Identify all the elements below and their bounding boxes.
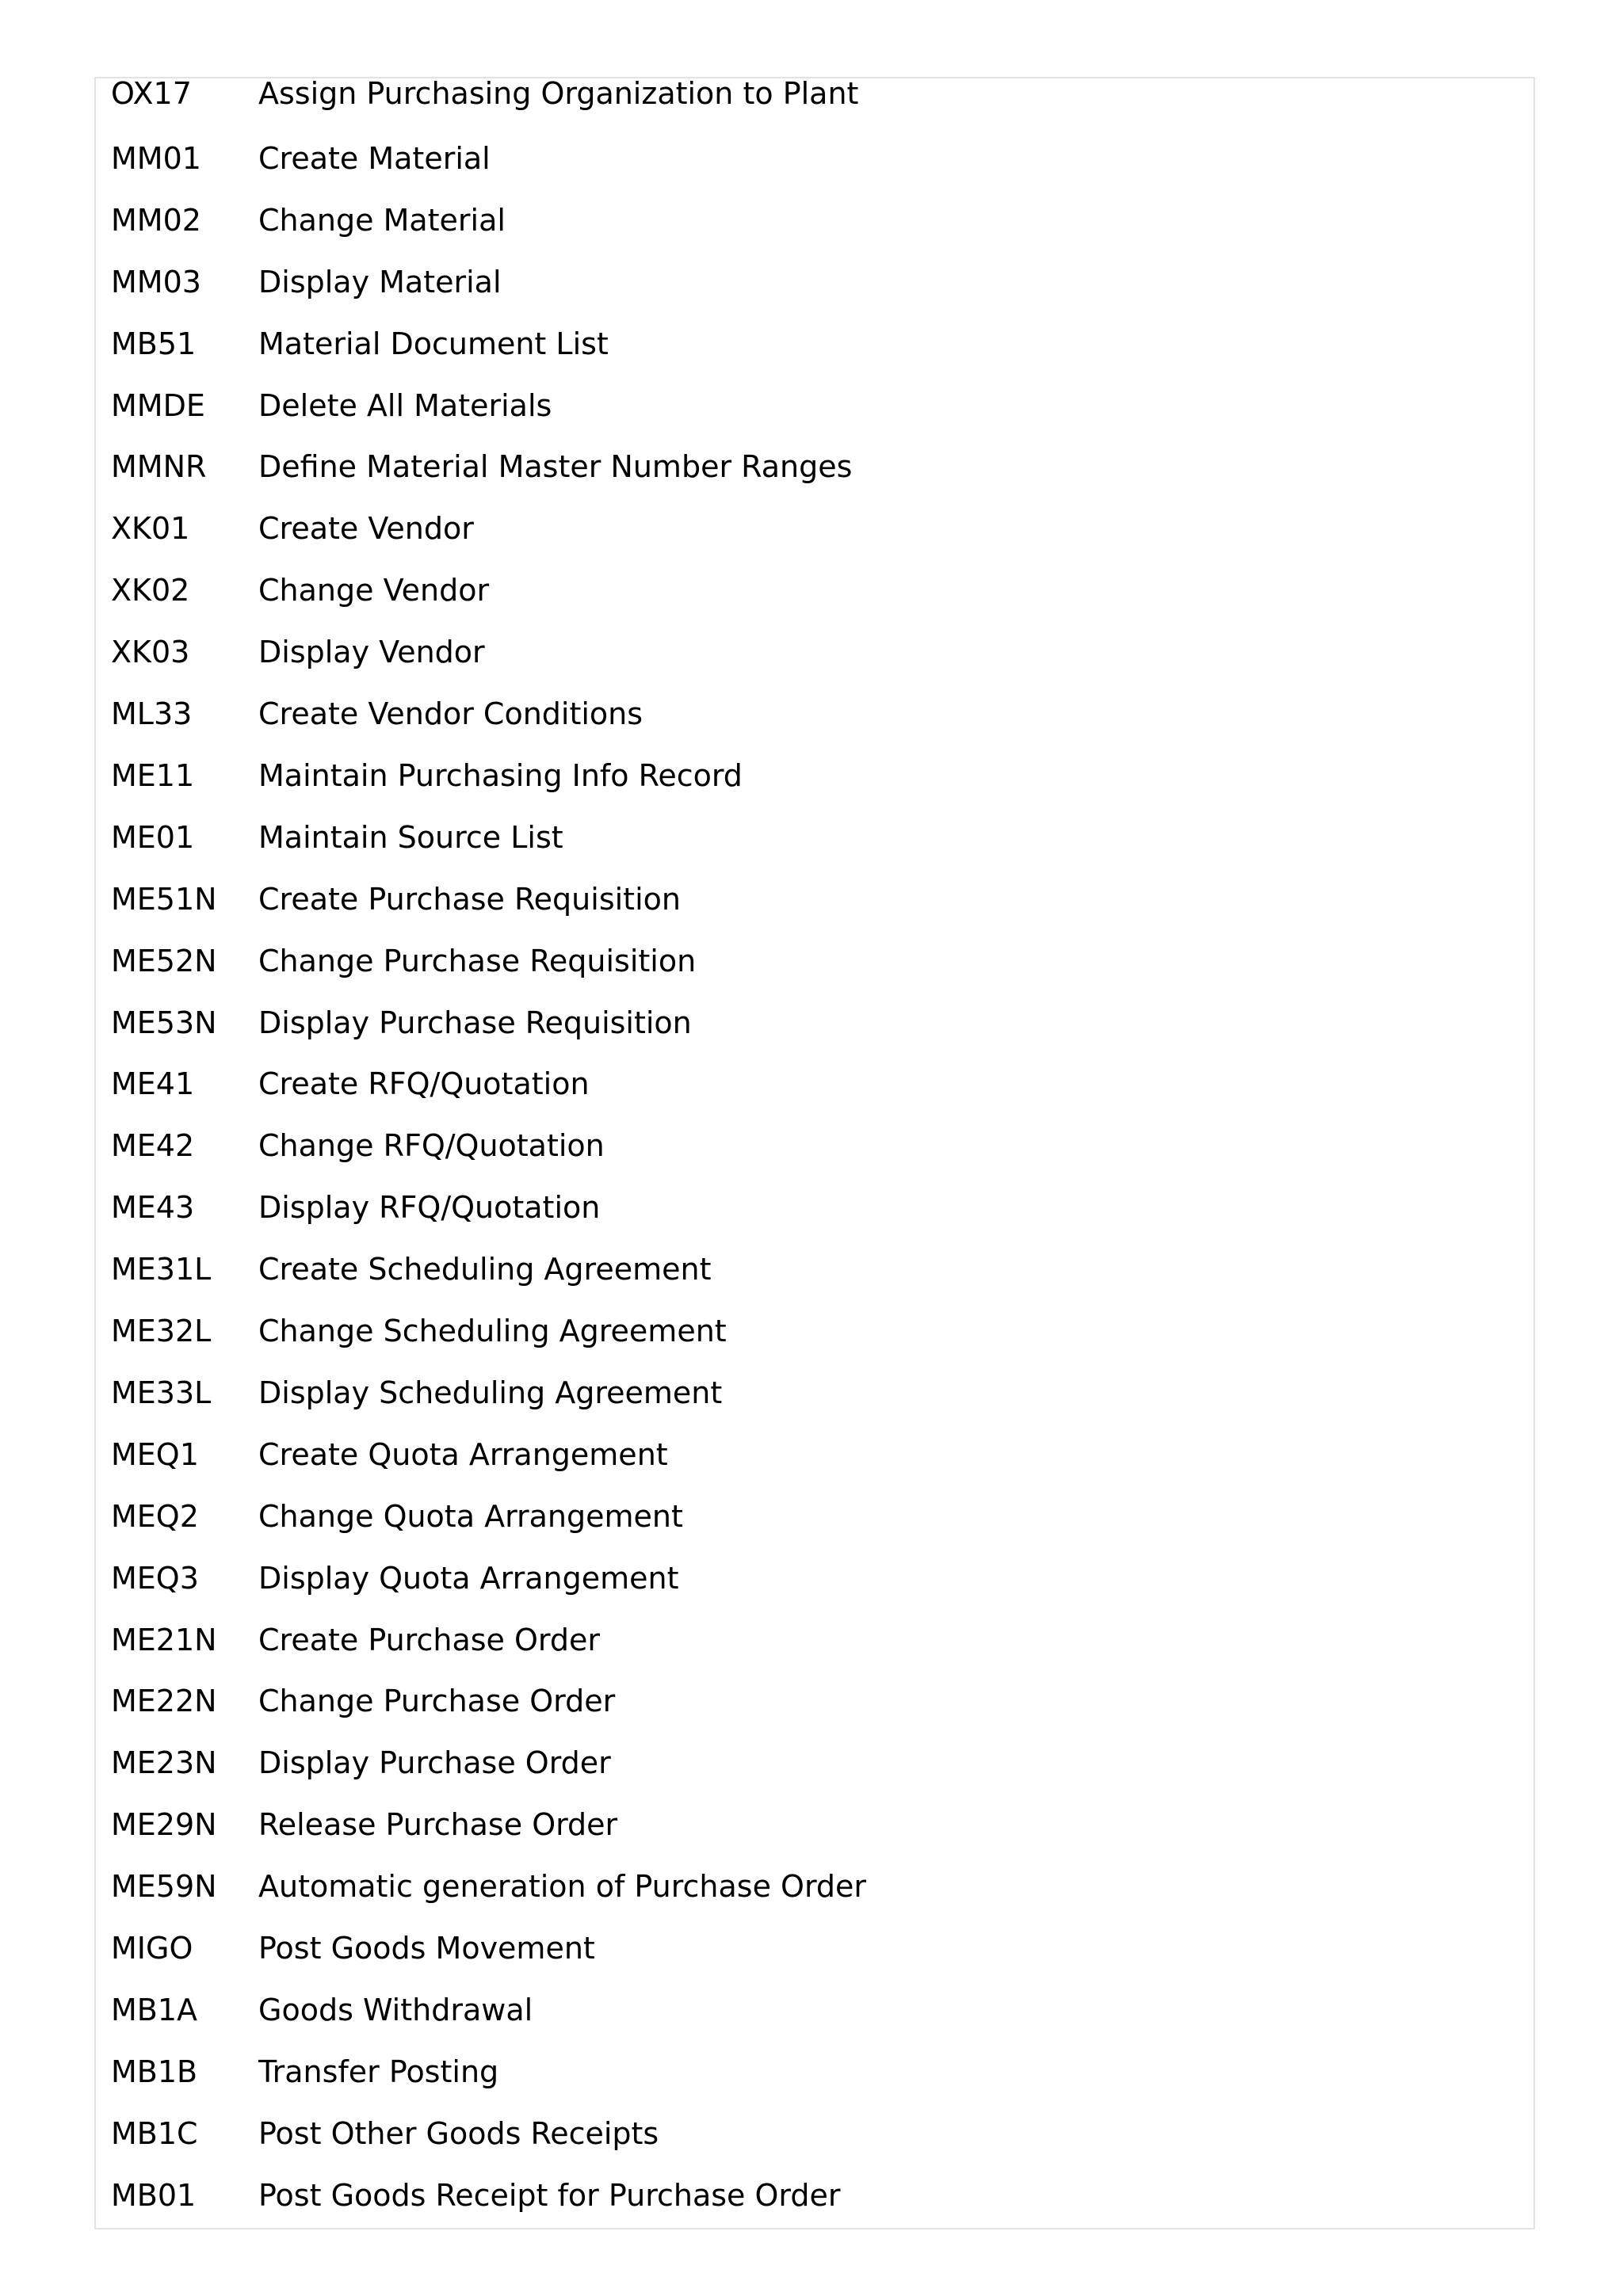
transaction-code: MMNR (111, 449, 207, 485)
table-row (96, 326, 1537, 387)
table-row (96, 140, 1537, 202)
table-row (96, 1622, 1537, 1684)
transaction-description: Create Vendor (258, 511, 474, 547)
transaction-description: Automatic generation of Purchase Order (258, 1869, 867, 1905)
table-row (96, 1683, 1537, 1745)
transaction-description: Transfer Posting (258, 2054, 499, 2089)
table-row (96, 448, 1537, 510)
table-row (96, 1868, 1537, 1930)
table-row (96, 387, 1537, 449)
transaction-code: OX17 (111, 76, 192, 111)
transaction-code: XK01 (111, 511, 190, 547)
transaction-code: MMDE (111, 387, 205, 423)
table-row (96, 1930, 1537, 1992)
table-row (96, 510, 1537, 572)
transaction-description: Change Vendor (258, 573, 490, 608)
transaction-code: ME29N (111, 1807, 217, 1843)
transaction-code: ME59N (111, 1869, 217, 1905)
transaction-code: ME31L (111, 1252, 212, 1287)
table-row (96, 696, 1537, 757)
transaction-description: Assign Purchasing Organization to Plant (258, 76, 859, 111)
transaction-description: Change Purchase Order (258, 1684, 616, 1719)
transaction-description: Display Scheduling Agreement (258, 1375, 723, 1410)
transaction-code: ME43 (111, 1190, 195, 1226)
transaction-description: Change Material (258, 202, 506, 238)
transaction-description: Maintain Purchasing Info Record (258, 757, 743, 793)
transaction-code: ML33 (111, 696, 193, 731)
transaction-description: Create Purchase Order (258, 1622, 600, 1657)
table-row (96, 757, 1537, 819)
transaction-code: ME11 (111, 757, 195, 793)
transaction-description: Material Document List (258, 326, 609, 361)
transaction-code: ME01 (111, 819, 195, 855)
transaction-code: MEQ2 (111, 1498, 199, 1534)
table-row (96, 1806, 1537, 1868)
table-row (96, 1251, 1537, 1313)
transaction-description: Change Quota Arrangement (258, 1498, 683, 1534)
transaction-description: Display Purchase Order (258, 1745, 611, 1781)
transaction-description: Change RFQ/Quotation (258, 1128, 605, 1164)
transaction-code: MB1B (111, 2054, 198, 2089)
transaction-description: Create Scheduling Agreement (258, 1252, 712, 1287)
table-row (96, 943, 1537, 1005)
transaction-table (94, 77, 1535, 2229)
transaction-description: Goods Withdrawal (258, 1992, 533, 2027)
table-row (96, 202, 1537, 264)
transaction-code: ME22N (111, 1684, 217, 1719)
transaction-code: MM03 (111, 264, 201, 299)
table-row (96, 1560, 1537, 1622)
table-row (96, 2115, 1537, 2177)
transaction-description: Create Purchase Requisition (258, 881, 681, 917)
table-row (96, 78, 1537, 140)
transaction-description: Release Purchase Order (258, 1807, 618, 1843)
table-row (96, 2054, 1537, 2115)
table-row (96, 881, 1537, 943)
table-row (96, 1005, 1537, 1066)
transaction-description: Create RFQ/Quotation (258, 1066, 590, 1102)
transaction-code: ME42 (111, 1128, 195, 1164)
transaction-code: ME33L (111, 1375, 212, 1410)
transaction-code: ME52N (111, 943, 217, 978)
transaction-description: Change Scheduling Agreement (258, 1314, 727, 1348)
table-row (96, 1375, 1537, 1436)
table-row (96, 1189, 1537, 1251)
transaction-description: Maintain Source List (258, 819, 563, 855)
transaction-description: Post Goods Receipt for Purchase Order (258, 2177, 841, 2213)
transaction-description: Display Material (258, 264, 502, 299)
table-row (96, 1992, 1537, 2054)
transaction-code: MB01 (111, 2177, 197, 2213)
transaction-code: ME21N (111, 1622, 217, 1657)
table-row (96, 819, 1537, 881)
table-row (96, 572, 1537, 634)
table-row (96, 1127, 1537, 1189)
transaction-code: MEQ1 (111, 1436, 199, 1472)
transaction-code: ME41 (111, 1066, 195, 1102)
table-row (96, 264, 1537, 326)
transaction-description: Display RFQ/Quotation (258, 1190, 601, 1226)
transaction-description: Create Material (258, 140, 491, 176)
table-row (96, 1313, 1537, 1375)
table-row (96, 1498, 1537, 1560)
transaction-code: MB51 (111, 326, 197, 361)
transaction-description: Display Purchase Requisition (258, 1005, 692, 1040)
table-row (96, 2177, 1537, 2239)
transaction-description: Post Other Goods Receipts (258, 2115, 659, 2151)
table-row (96, 1745, 1537, 1806)
transaction-code: ME51N (111, 881, 217, 917)
transaction-description: Define Material Master Number Ranges (258, 449, 853, 485)
table-row (96, 1436, 1537, 1498)
transaction-code: ME32L (111, 1314, 212, 1348)
transaction-description: Change Purchase Requisition (258, 943, 697, 978)
table-row (96, 1066, 1537, 1127)
transaction-code: MB1A (111, 1992, 198, 2027)
transaction-code: MM02 (111, 202, 201, 238)
transaction-code: MB1C (111, 2115, 198, 2151)
transaction-code: XK02 (111, 573, 190, 608)
transaction-code: MM01 (111, 140, 201, 176)
transaction-description: Display Vendor (258, 635, 485, 670)
transaction-code: ME23N (111, 1745, 217, 1781)
transaction-description: Create Quota Arrangement (258, 1436, 668, 1472)
transaction-code: MEQ3 (111, 1560, 199, 1596)
transaction-description: Create Vendor Conditions (258, 696, 643, 731)
transaction-code: XK03 (111, 635, 190, 670)
transaction-description: Delete All Materials (258, 387, 552, 423)
transaction-code: MIGO (111, 1931, 193, 1966)
transaction-code: ME53N (111, 1005, 217, 1040)
table-row (96, 634, 1537, 696)
transaction-description: Post Goods Movement (258, 1931, 595, 1966)
transaction-description: Display Quota Arrangement (258, 1560, 679, 1596)
